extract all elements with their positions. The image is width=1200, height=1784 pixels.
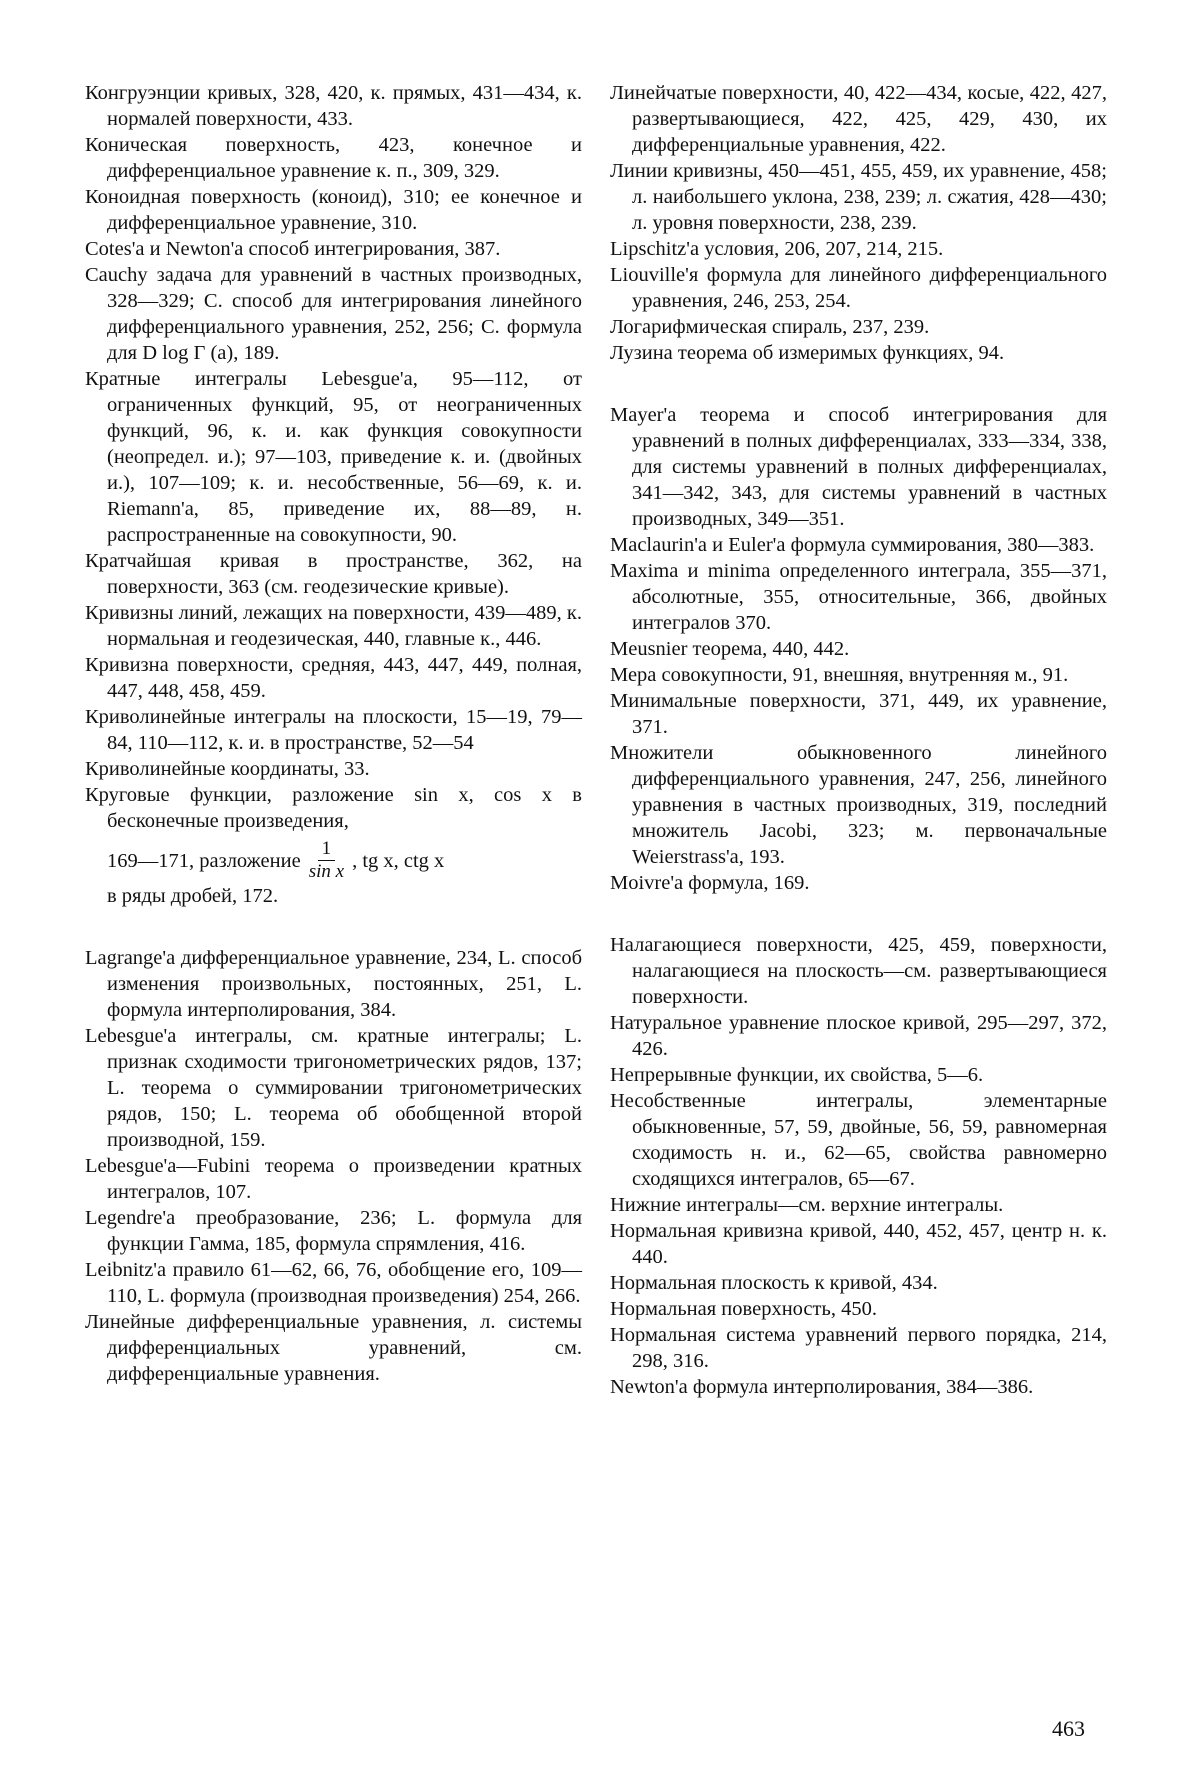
index-entry: Минимальные поверхности, 371, 449, их уравнение, 371.: [610, 690, 1107, 738]
index-entry: Newton'а формула интерполирования, 384—386.: [610, 1376, 1034, 1398]
page-number: 463: [1052, 1716, 1085, 1741]
index-entry: Lipschitz'а условия, 206, 207, 214, 215.: [610, 238, 944, 260]
fraction: [309, 838, 344, 883]
index-entry: Leibnitz'а правило 61—62, 66, 76, обобщение его, 109—110, L. формула (производная произведения) 254, 266.: [85, 1259, 582, 1307]
index-entry: Нормальная плоскость к кривой, 434.: [610, 1272, 938, 1294]
formula-suffix: , tg x, ctg x: [352, 849, 445, 872]
index-entry: Лузина теорема об измеримых функциях, 94.: [610, 342, 1005, 364]
index-entry: Коноидная поверхность (коноид), 310; ее конечное и дифференциальное уравнение, 310.: [85, 186, 582, 234]
index-entry: Криволинейные координаты, 33.: [85, 758, 370, 780]
index-entry: Налагающиеся поверхности, 425, 459, поверхности, налагающиеся на плоскость—см. развертывающиеся поверхности.: [610, 934, 1107, 1008]
index-entry: Нижние интегралы—см. верхние интегралы.: [610, 1194, 1004, 1216]
index-entry: Legendre'а преобразование, 236; L. формула для функции Гамма, 185, формула спрямления, 416.: [85, 1207, 582, 1255]
index-entry: Логарифмическая спираль, 237, 239.: [610, 316, 930, 338]
index-entry: Непрерывные функции, их свойства, 5—6.: [610, 1064, 984, 1086]
index-entry: Кривизны линий, лежащих на поверхности, 439—489, к. нормальная и геодезическая, 440, главные к., 446.: [85, 602, 582, 650]
index-entry: Множители обыкновенного линейного дифференциального уравнения, 247, 256, линейного уравнения в частных производных, 319, последний множитель Jacobi, 323; м. первоначальные Weierstrass'а, 193.: [610, 742, 1107, 868]
index-entry: Moivre'а формула, 169.: [610, 872, 810, 894]
index-entry: Lebesgue'а—Fubini теорема о произведении кратных интегралов, 107.: [85, 1155, 582, 1203]
index-entry: Нормальная кривизна кривой, 440, 452, 457, центр н. к. 440.: [610, 1220, 1107, 1268]
index-entry: Линейные дифференциальные уравнения, л. системы дифференциальных уравнений, см. дифференциальные уравнения.: [85, 1311, 582, 1385]
index-entry: Maxima и minima определенного интеграла, 355—371, абсолютные, 355, относительные, 366, двойных интегралов 370.: [610, 560, 1107, 634]
index-entry: Круговые функции, разложение sin x, cos x в бесконечные произведения,: [85, 784, 582, 832]
index-entry: Кратчайшая кривая в пространстве, 362, на поверхности, 363 (см. геодезические кривые).: [85, 550, 582, 598]
fraction-denominator: sin x: [308, 861, 345, 882]
index-entry: Maclaurin'а и Euler'а формула суммирования, 380—383.: [610, 534, 1095, 556]
index-entry: Кратные интегралы Lebesgue'а, 95—112, от ограниченных функций, 95, от неограниченных функций, 96, к. и. как функция совокупности (неопредел. и.); 97—103, приведение к. и. (двойных и.), 107—109; к. и. несобственные, 56—69, к. и. Riemann'а, 85, приведение их, 88—89, н. распространенные на совокупности, 90.: [85, 368, 582, 546]
right-column: [610, 80, 1107, 1400]
index-entry: Liouville'я формула для линейного дифференциального уравнения, 246, 253, 254.: [610, 264, 1107, 312]
index-entry: Cotes'а и Newton'а способ интегрирования, 387.: [85, 238, 501, 260]
left-column: [85, 80, 582, 1387]
index-entry: Кривизна поверхности, средняя, 443, 447, 449, полная, 447, 448, 458, 459.: [85, 654, 582, 702]
formula-tail: в ряды дробей, 172.: [107, 885, 279, 907]
index-entry: Нормальная поверхность, 450.: [610, 1298, 877, 1320]
index-entry: Lagrange'а дифференциальное уравнение, 234, L. способ изменения произвольных, постоянных, 251, L. формула интерполирования, 384.: [85, 947, 582, 1021]
index-entry: Линии кривизны, 450—451, 455, 459, их уравнение, 458; л. наибольшего уклона, 238, 239; л. сжатия, 428—430; л. уровня поверхности, 238, 239.: [610, 160, 1107, 234]
index-entry: Mayer'а теорема и способ интегрирования для уравнений в полных дифференциалах, 333—334, 338, для системы уравнений в полных дифференциалах, 341—342, 343, для системы уравнений в частных производных, 349—351.: [610, 404, 1107, 530]
index-entry: Мера совокупности, 91, внешняя, внутренняя м., 91.: [610, 664, 1069, 686]
index-entry: Несобственные интегралы, элементарные обыкновенные, 57, 59, двойные, 56, 59, равномерная сходимость н. и., 62—65, свойства равномерно сходящихся интегралов, 65—67.: [610, 1090, 1107, 1190]
index-entry: Cauchy задача для уравнений в частных производных, 328—329; С. способ для интегрирования линейного дифференциального уравнения, 252, 256; С. формула для D log Г (а), 189.: [85, 264, 582, 364]
formula-prefix: 169—171, разложение: [107, 849, 301, 872]
index-entry: Нормальная система уравнений первого порядка, 214, 298, 316.: [610, 1324, 1107, 1372]
index-entry: Конгруэнции кривых, 328, 420, к. прямых, 431—434, к. нормалей поверхности, 433.: [85, 82, 582, 130]
formula-line: [107, 838, 582, 883]
fraction-numerator: 1: [318, 838, 336, 861]
index-entry: Lebesgue'а интегралы, см. кратные интегралы; L. признак сходимости тригонометрических рядов, 137; L. теорема о суммировании тригонометрических рядов, 150; L. теорема об обобщенной второй производной, 159.: [85, 1025, 582, 1151]
index-entry: Натуральное уравнение плоское кривой, 295—297, 372, 426.: [610, 1012, 1107, 1060]
index-entry: Meusnier теорема, 440, 442.: [610, 638, 850, 660]
index-entry: Криволинейные интегралы на плоскости, 15—19, 79—84, 110—112, к. и. в пространстве, 52—54: [85, 706, 582, 754]
index-entry: Коническая поверхность, 423, конечное и дифференциальное уравнение к. п., 309, 329.: [85, 134, 582, 182]
index-entry: Линейчатые поверхности, 40, 422—434, косые, 422, 427, развертывающиеся, 422, 425, 429, 430, их дифференциальные уравнения, 422.: [610, 82, 1107, 156]
